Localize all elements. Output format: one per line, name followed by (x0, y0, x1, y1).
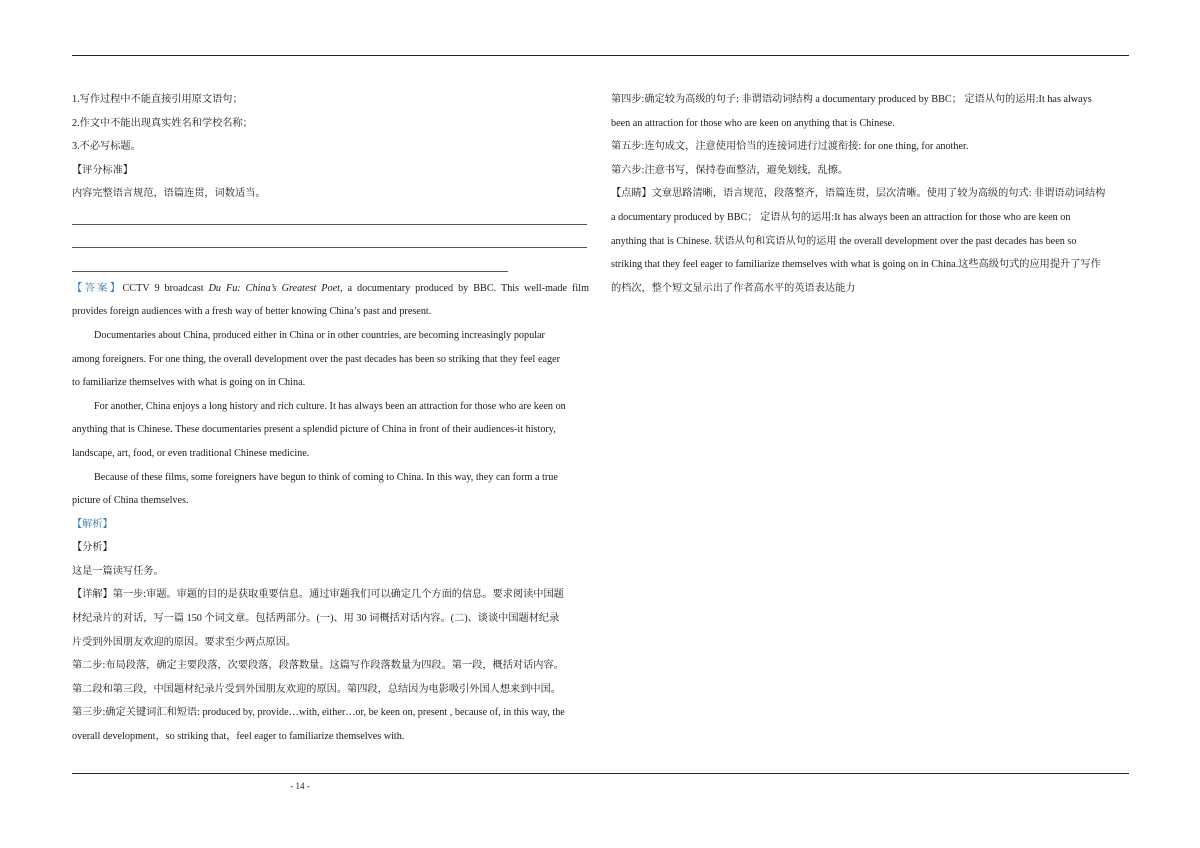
answer-paragraph-2-line: among foreigners. For one thing, the overall development over the past decades has been so striking that they feel eager (72, 353, 560, 365)
answer-paragraph-2-line: to familiarize themselves with what is going on in China. (72, 377, 306, 389)
answer-intro-line2: provides foreign audiences with a fresh way of better knowing China’s past and present. (72, 306, 432, 318)
requirement-2: 2.作文中不能出现真实姓名和学校名称； (72, 117, 253, 129)
header-rule (72, 55, 1129, 56)
step6-line: 第六步:注意书写，保持卷面整洁，避免划线，乱擦。 (611, 164, 849, 176)
answer-tag: 【答案】 (72, 282, 123, 294)
answer-paragraph-3-line: For another, China enjoys a long history and rich culture. It has always been an attraction for those who are keen on (94, 400, 566, 412)
step4-line: 第四步:确定较为高级的句子: 非谓语动词结构 a documentary produced by BBC； 定语从句的运用:It has always (611, 94, 1092, 105)
step5-line: 第五步:连句成文，注意使用恰当的连接词进行过渡衔接: for one thing, for another. (611, 141, 969, 153)
left-column (72, 88, 589, 749)
step1-line: 片受到外国朋友欢迎的原因。要求至少两点原因。 (72, 636, 297, 648)
answer-paragraph-2-line: Documentaries about China, produced either in China or in other countries, are becoming increasingly popular (94, 329, 545, 341)
step3-line: 第三步:确定关键词汇和短语: produced by, provide…with, either…or, be keen on, present , because of, in this way, the (72, 707, 565, 719)
comment-tag: 【点睛】 (611, 188, 652, 200)
scoring-text: 内容完整语言规范，语篇连贯，词数适当。 (72, 188, 266, 200)
step3-line: overall development，so striking that，feel eager to familiarize themselves with. (72, 731, 405, 743)
comment-line: 【点睛】文章思路清晰，语言规范，段落整齐，语篇连贯，层次清晰。使用了较为高级的句式: 非谓语动词结构 (611, 188, 1106, 200)
answer-intro-after: , a documentary produced by BBC. This well-made film (339, 282, 590, 294)
step2-line: 第二步:布局段落，确定主要段落，次要段落，段落数量。这篇写作段落数量为四段。第一段，概括对话内容。 (72, 660, 564, 672)
answer-paragraph-3-line: anything that is Chinese. These documentaries present a splendid picture of China in front of their audiences-it history, (72, 424, 556, 436)
right-column (611, 88, 1131, 300)
step1-line: 【详解】第一步:审题。审题的目的是获取重要信息。通过审题我们可以确定几个方面的信息。要求阅读中国题 (72, 589, 564, 601)
comment-line: anything that is Chinese. 状语从句和宾语从句的运用 the overall development over the past decades has been so (611, 235, 1077, 247)
comment-line: striking that they feel eager to familiarize themselves with what is going on in China.这些高级句式的应用提升了写作 (611, 259, 1101, 271)
writing-line (72, 206, 589, 230)
answer-intro-before: CCTV 9 broadcast (122, 282, 209, 294)
documentary-title: Du Fu: China’s Greatest Poet (208, 282, 340, 294)
analysis-tag: 【解析】 (72, 518, 113, 530)
scoring-heading: 【评分标准】 (72, 164, 134, 176)
footer-rule (72, 773, 1129, 774)
requirement-1: 1.写作过程中不能直接引用原文语句； (72, 94, 243, 105)
comment-line: 的档次，整个短文显示出了作者高水平的英语表达能力 (611, 282, 856, 294)
analysis-subheading: 【分析】 (72, 542, 113, 554)
writing-line (72, 253, 589, 277)
analysis-summary: 这是一篇读写任务。 (72, 565, 164, 577)
writing-line (72, 230, 589, 254)
answer-paragraph-3-line: landscape, art, food, or even traditional Chinese medicine. (72, 447, 310, 459)
requirement-3: 3.不必写标题。 (72, 141, 141, 153)
page-number: - 14 - (290, 781, 310, 791)
answer-paragraph-4-line: Because of these films, some foreigners have begun to think of coming to China. In this way, they can form a true (94, 471, 558, 483)
step1-line: 材纪录片的对话，写一篇 150 个词文章。包括两部分。(一)、用 30 词概括对话内容。(二)、谈谈中国题材纪录 (72, 613, 560, 625)
answer-intro-line1 (72, 277, 589, 301)
answer-paragraph-4-line: picture of China themselves. (72, 495, 189, 507)
comment-line: a documentary produced by BBC； 定语从句的运用:It has always been an attraction for those who are keen on (611, 211, 1071, 223)
step4-line: been an attraction for those who are keen on anything that is Chinese. (611, 117, 895, 129)
detail-tag: 【详解】 (72, 589, 113, 601)
step2-line: 第二段和第三段，中国题材纪录片受到外国朋友欢迎的原因。第四段，总结因为电影吸引外国人想来到中国。 (72, 683, 561, 695)
